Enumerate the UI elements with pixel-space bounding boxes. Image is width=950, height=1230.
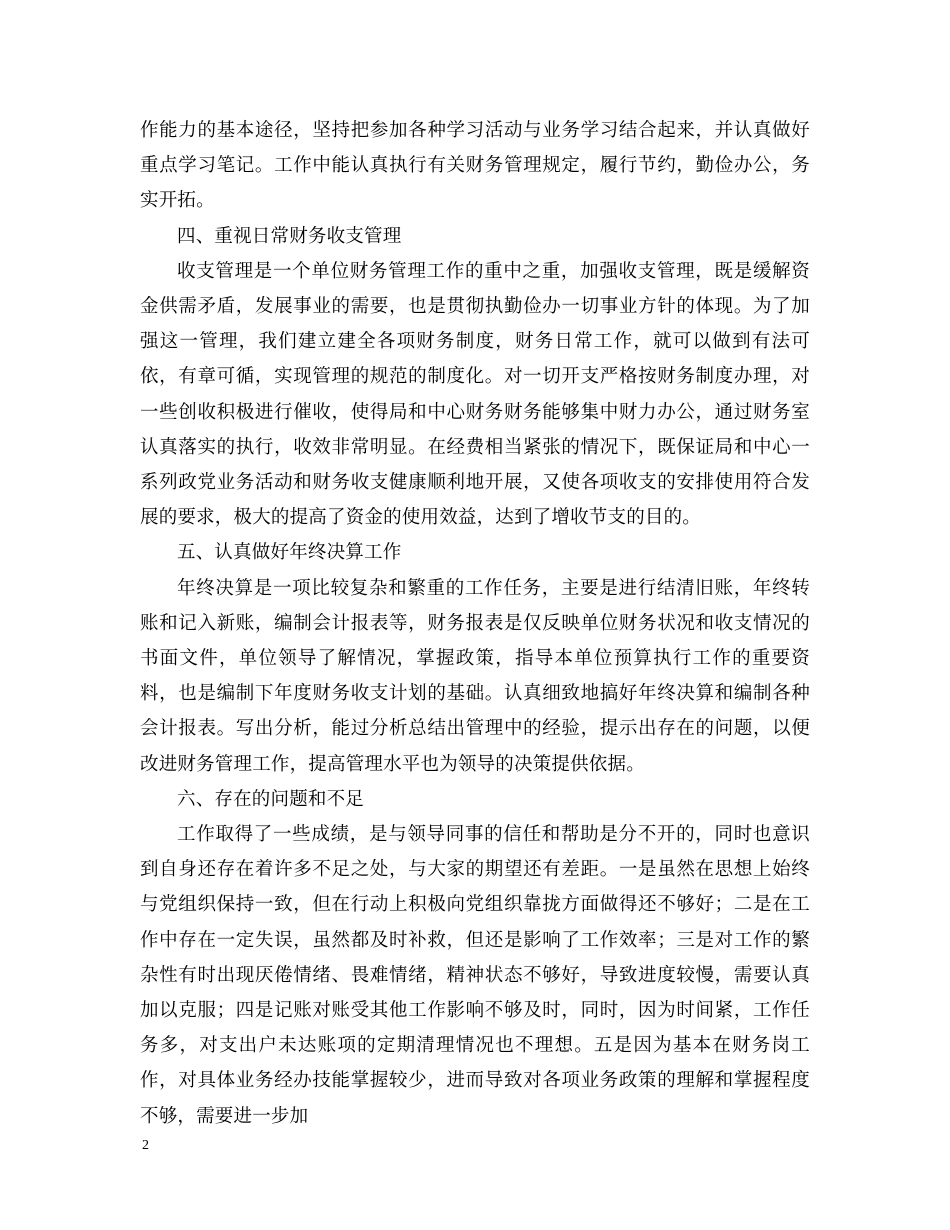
document-body	[140, 113, 810, 1134]
paragraph-continuation: 作能力的基本途径，坚持把参加各种学习活动与业务学习结合起来，并认真做好重点学习笔记。工作中能认真执行有关财务管理规定，履行节约，勤俭办公，务实开拓。	[140, 120, 810, 212]
paragraph-income-expense-management: 收支管理是一个单位财务管理工作的重中之重，加强收支管理，既是缓解资金供需矛盾，发展事业的需要，也是贯彻执勤俭办一切事业方针的体现。为了加强这一管理，我们建立建全各项财务制度，财务日常工作，就可以做到有法可依，有章可循，实现管理的规范的制度化。对一切开支严格按财务制度办理，对一些创收积极进行催收，使得局和中心财务财务能够集中财力办公，通过财务室认真落实的执行，收效非常明显。在经费相当紧张的情况下，既保证局和中心一系列政党业务活动和财务收支健康顺利地开展，又使各项收支的安排使用符合发展的要求，极大的提高了资金的使用效益，达到了增收节支的目的。	[140, 260, 810, 529]
page-number: 2	[142, 1138, 149, 1153]
paragraph-problems-shortcomings: 工作取得了一些成绩，是与领导同事的信任和帮助是分不开的，同时也意识到自身还存在着许多不足之处，与大家的期望还有差距。一是虽然在思想上始终与党组织保持一致，但在行动上积极向党组织靠拢方面做得还不够好；二是在工作中存在一定失误，虽然都及时补救，但还是影响了工作效率；三是对工作的繁杂性有时出现厌倦情绪、畏难情绪，精神状态不够好，导致进度较慢，需要认真加以克服；四是记账对账受其他工作影响不够及时，同时，因为时间紧，工作任务多，对支出户未达账项的定期清理情况也不理想。五是因为基本在财务岗工作，对具体业务经办技能掌握较少，进而导致对各项业务政策的理解和掌握程度不够，需要进一步加	[140, 824, 810, 1127]
paragraph-year-end-accounts: 年终决算是一项比较复杂和繁重的工作任务，主要是进行结清旧账，年终转账和记入新账，编制会计报表等，财务报表是仅反映单位财务状况和收支情况的书面文件，单位领导了解情况，掌握政策，指导本单位预算执行工作的重要资料，也是编制下年度财务收支计划的基础。认真细致地搞好年终决算和编制各种会计报表。写出分析，能过分析总结出管理中的经验，提示出存在的问题，以便改进财务管理工作，提高管理水平也为领导的决策提供依据。	[140, 577, 810, 775]
section-heading-5: 五、认真做好年终决算工作	[177, 542, 402, 564]
section-heading-6: 六、存在的问题和不足	[177, 788, 365, 810]
section-heading-4: 四、重视日常财务收支管理	[177, 225, 402, 247]
